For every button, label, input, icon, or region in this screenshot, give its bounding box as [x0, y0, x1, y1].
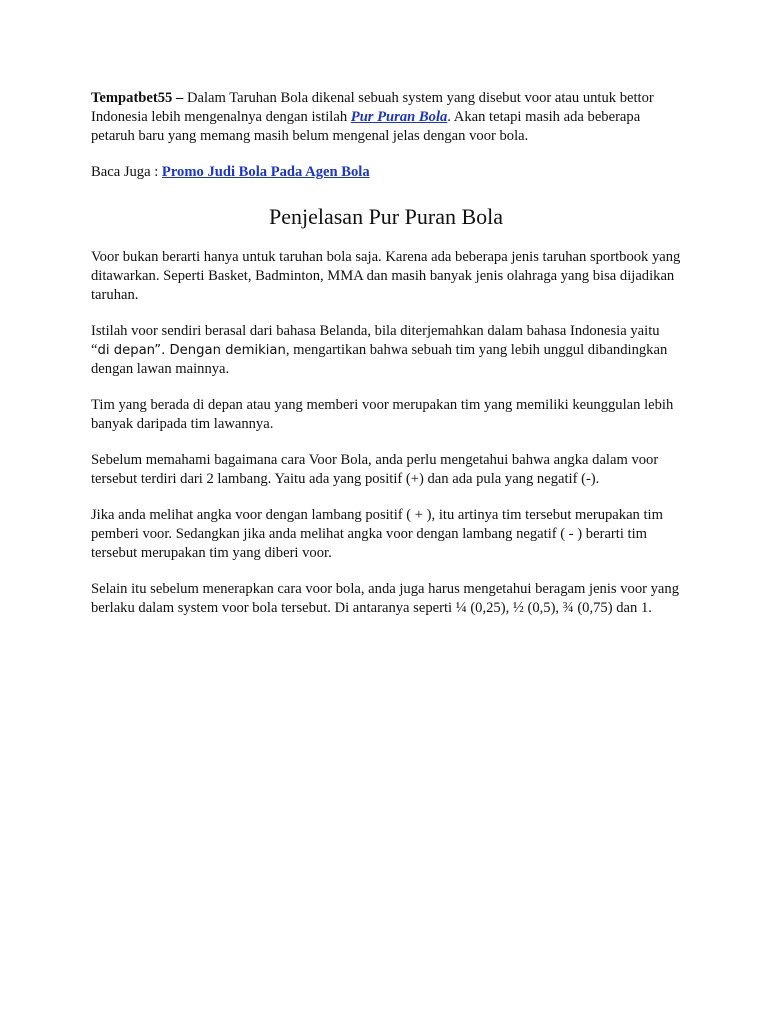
paragraph-voor-origin [91, 322, 681, 379]
paragraph-voor-definition: Voor bukan berarti hanya untuk taruhan bola saja. Karena ada beberapa jenis taruhan sportbook yang ditawarkan. Seperti Basket, Badminton, MMA dan masih banyak jenis olahraga yang bisa dijadikan taruhan. [91, 249, 681, 303]
paragraph-voor-origin-part-a: Istilah voor sendiri berasal dari bahasa Belanda, bila diterjemahkan dalam bahasa Indonesia yaitu “ [91, 323, 660, 358]
intro-paragraph [91, 89, 681, 146]
intro-text-b: . Akan tetapi masih ada beberapa petaruh baru yang memang masih belum mengenal jelas dengan voor bola. [91, 109, 641, 144]
section-heading: Penjelasan Pur Puran Bola [268, 204, 504, 229]
read-also-prefix: Baca Juga : [91, 164, 162, 180]
read-also-line [91, 163, 681, 182]
promo-judi-bola-link[interactable]: Promo Judi Bola Pada Agen Bola [161, 164, 370, 180]
paragraph-voor-types: Selain itu sebelum menerapkan cara voor bola, anda juga harus mengetahui beragam jenis voor yang berlaku dalam system voor bola tersebut. Di antaranya seperti ¼ (0,25), ½ (0,5), ¾ (0,75) dan 1. [91, 581, 680, 616]
document-page [91, 89, 681, 635]
intro-text-a: Dalam Taruhan Bola dikenal sebuah system yang disebut voor atau untuk bettor Indonesia lebih mengenalnya dengan istilah [91, 90, 654, 125]
brand-name: Tempatbet55 – [91, 90, 184, 106]
paragraph-positive-negative: Jika anda melihat angka voor dengan lambang positif ( + ), itu artinya tim tersebut merupakan tim pemberi voor. Sedangkan jika anda melihat angka voor dengan lambang negatif ( - ) berarti tim tersebut merupakan tim yang diberi voor. [91, 507, 663, 561]
paragraph-voor-origin-part-b: di depan”. Dengan demikian [97, 343, 286, 358]
paragraph-voor-symbols: Sebelum memahami bagaimana cara Voor Bola, anda perlu mengetahui bahwa angka dalam voor tersebut terdiri dari 2 lambang. Yaitu ada yang positif (+) dan ada pula yang negatif (-). [91, 452, 659, 487]
paragraph-voor-origin-part-c: , mengartikan bahwa sebuah tim yang lebih unggul dibandingkan dengan lawan mainnya. [91, 342, 668, 377]
pur-puran-bola-link[interactable]: Pur Puran Bola [350, 109, 448, 125]
paragraph-team-advantage: Tim yang berada di depan atau yang memberi voor merupakan tim yang memiliki keunggulan lebih banyak daripada tim lawannya. [91, 397, 674, 432]
